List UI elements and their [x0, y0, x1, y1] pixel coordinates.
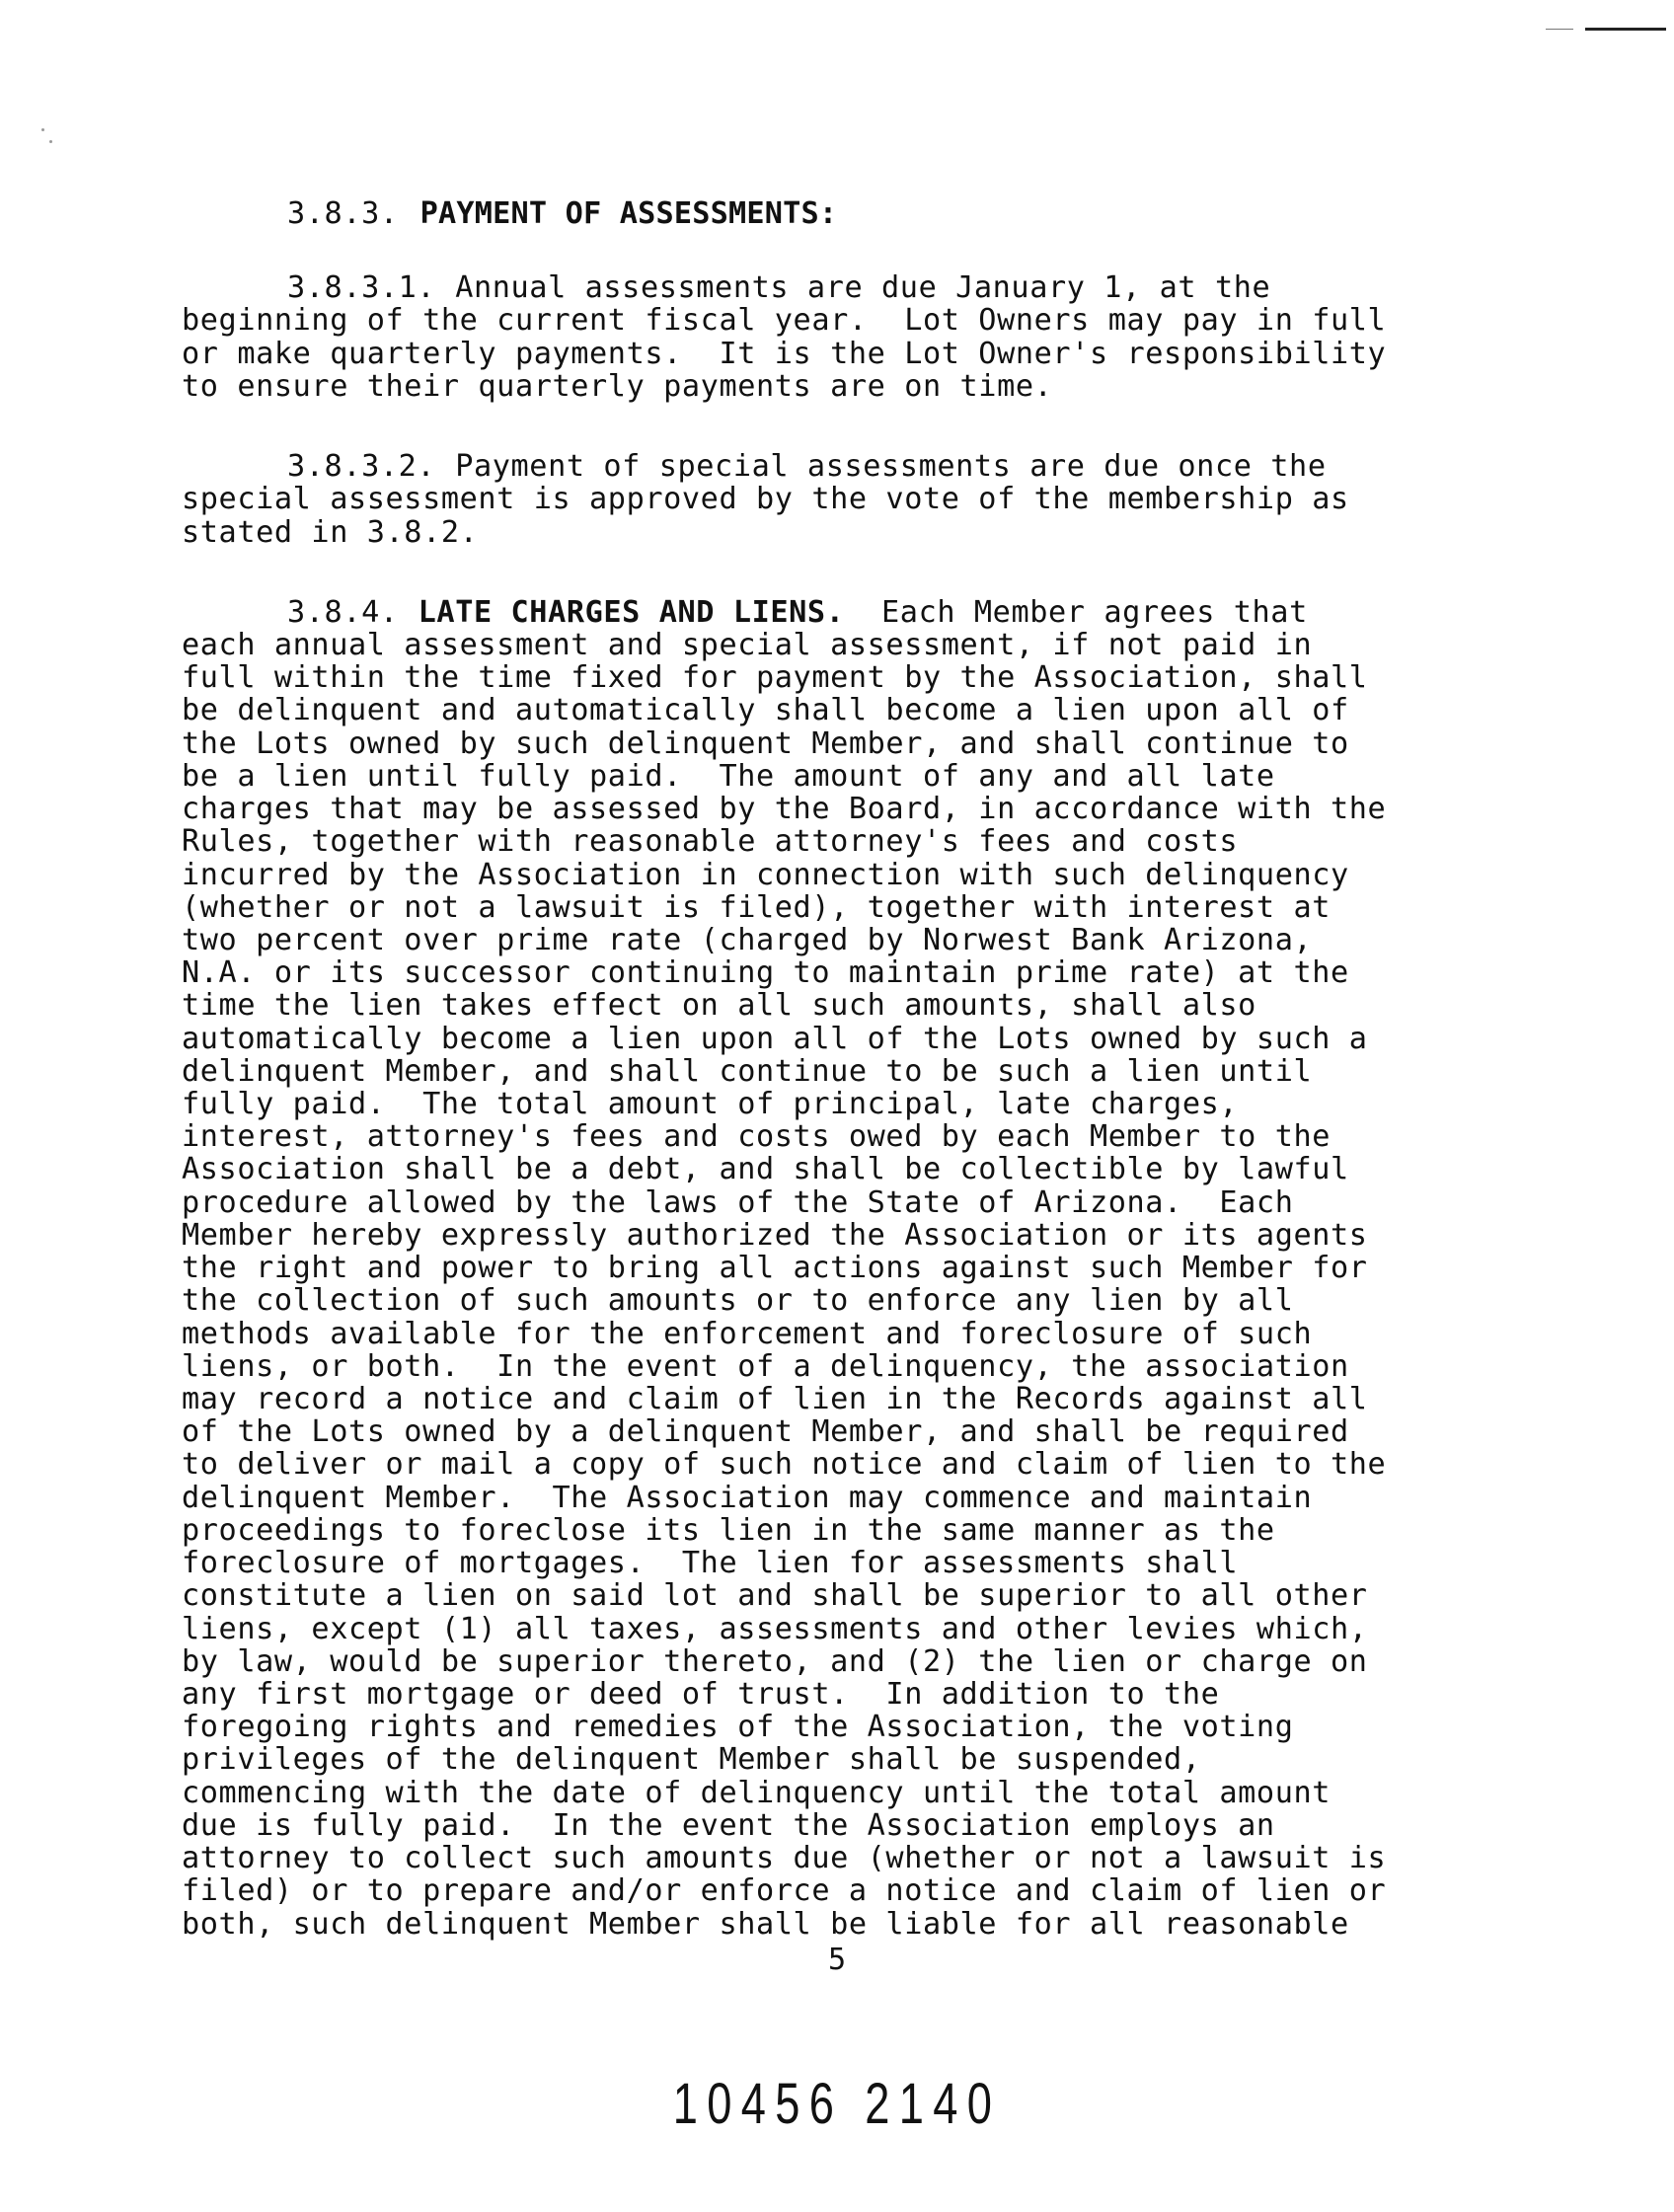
paragraph-line: two percent over prime rate (charged by Norwest Bank Arizona, — [182, 922, 1313, 957]
paragraph-line: proceedings to foreclose its lien in the same manner as the — [182, 1512, 1275, 1548]
paragraph-line: of the Lots owned by a delinquent Member, and shall be required — [182, 1414, 1349, 1450]
paragraph-line: charges that may be assessed by the Board, in accordance with the — [182, 792, 1387, 827]
paragraph-line: constitute a lien on said lot and shall be superior to all other — [182, 1578, 1368, 1614]
paragraph-line: both, such delinquent Member shall be liable for all reasonable — [182, 1906, 1349, 1942]
paragraph-line: interest, attorney's fees and costs owed by each Member to the — [182, 1119, 1332, 1155]
paragraph-line: to ensure their quarterly payments are on time. — [182, 368, 1053, 404]
paragraph-line: each annual assessment and special assessment, if not paid in — [182, 627, 1313, 662]
paragraph-number: 3.8.3.2. — [287, 449, 436, 485]
paragraph-line: foreclosure of mortgages. The lien for assessments shall — [182, 1546, 1239, 1581]
paragraph-line: commencing with the date of delinquency until the total amount — [182, 1775, 1332, 1810]
paragraph-line: time the lien takes effect on all such amounts, shall also — [182, 988, 1256, 1024]
recording-stamp: 10456 2140 — [672, 2072, 1002, 2136]
scan-artifact-line — [1585, 28, 1666, 31]
paragraph-line: delinquent Member, and shall continue to be such a lien until — [182, 1053, 1313, 1089]
paragraph-line: attorney to collect such amounts due (whether or not a lawsuit is — [182, 1841, 1387, 1876]
paragraph-line: be delinquent and automatically shall become a lien upon all of — [182, 693, 1349, 728]
paragraph-line: any first mortgage or deed of trust. In addition to the — [182, 1676, 1220, 1712]
paragraph-line: methods available for the enforcement and foreclosure of such — [182, 1316, 1313, 1351]
paragraph-line — [182, 450, 1494, 483]
scan-artifact-line — [1546, 29, 1573, 30]
paragraph-line: filed) or to prepare and/or enforce a notice and claim of lien or — [182, 1873, 1387, 1909]
section-number: 3.8.3. — [287, 196, 399, 231]
paragraph — [182, 271, 1494, 403]
paragraph-title: LATE CHARGES AND LIENS. — [418, 594, 845, 630]
paragraph-line: foregoing rights and remedies of the Association, the voting — [182, 1710, 1294, 1745]
paragraph-text: Each Member agrees that — [881, 594, 1308, 630]
paragraph-line: full within the time fixed for payment by the Association, shall — [182, 660, 1368, 696]
paragraph-line — [182, 271, 1494, 304]
paragraph-line: N.A. or its successor continuing to maintain prime rate) at the — [182, 955, 1349, 991]
paragraph-line: to deliver or mail a copy of such notice and claim of lien to the — [182, 1447, 1387, 1483]
paragraph-text: Annual assessments are due January 1, at the — [455, 270, 1271, 306]
paragraph-line: automatically become a lien upon all of the Lots owned by such a — [182, 1021, 1368, 1056]
section-title: PAYMENT OF ASSESSMENTS: — [419, 196, 838, 231]
paragraph-line: due is fully paid. In the event the Association employs an — [182, 1807, 1275, 1843]
paragraph-line: delinquent Member. The Association may commence and maintain — [182, 1480, 1313, 1515]
document-page — [182, 197, 1494, 1988]
paragraph-line: may record a notice and claim of lien in the Records against all — [182, 1382, 1368, 1416]
paragraph-line: Rules, together with reasonable attorney's fees and costs — [182, 824, 1239, 860]
paragraph-line: privileges of the delinquent Member shall be suspended, — [182, 1742, 1201, 1778]
paragraph-line — [182, 596, 1494, 629]
paragraph-line: fully paid. The total amount of principal, late charges, — [182, 1087, 1239, 1122]
paragraph — [182, 450, 1494, 549]
paragraph-number: 3.8.3.1. — [287, 270, 436, 306]
paragraph-list — [182, 271, 1494, 1941]
paragraph-line: the collection of such amounts or to enforce any lien by all — [182, 1283, 1294, 1319]
scan-speck — [41, 128, 44, 131]
paragraph-line: be a lien until fully paid. The amount of any and all late — [182, 758, 1275, 794]
paragraph-line: liens, or both. In the event of a delinquency, the association — [182, 1348, 1349, 1384]
paragraph-line: or make quarterly payments. It is the Lot Owner's responsibility — [182, 336, 1387, 371]
section-heading — [182, 197, 1494, 230]
paragraph-line: the right and power to bring all actions against such Member for — [182, 1251, 1368, 1286]
paragraph-line: (whether or not a lawsuit is filed), together with interest at — [182, 889, 1332, 925]
paragraph-line: Member hereby expressly authorized the Association or its agents — [182, 1217, 1368, 1253]
paragraph-line: procedure allowed by the laws of the State of Arizona. Each — [182, 1184, 1294, 1220]
paragraph-line: Association shall be a debt, and shall be collectible by lawful — [182, 1152, 1349, 1187]
scan-speck — [49, 140, 52, 143]
page-number: 5 — [827, 1943, 847, 1977]
paragraph — [182, 596, 1494, 1941]
paragraph-line: by law, would be superior thereto, and (2) the lien or charge on — [182, 1643, 1368, 1679]
paragraph-line: the Lots owned by such delinquent Member, and shall continue to — [182, 725, 1349, 761]
paragraph-number: 3.8.4. — [287, 594, 399, 630]
paragraph-line: stated in 3.8.2. — [182, 514, 479, 550]
paragraph-line: special assessment is approved by the vote of the membership as — [182, 482, 1349, 517]
paragraph-line: liens, except (1) all taxes, assessments and other levies which, — [182, 1611, 1368, 1646]
paragraph-line: beginning of the current fiscal year. Lot Owners may pay in full — [182, 303, 1387, 339]
paragraph-line: incurred by the Association in connection with such delinquency — [182, 857, 1349, 892]
paragraph-text: Payment of special assessments are due once the — [455, 449, 1327, 485]
